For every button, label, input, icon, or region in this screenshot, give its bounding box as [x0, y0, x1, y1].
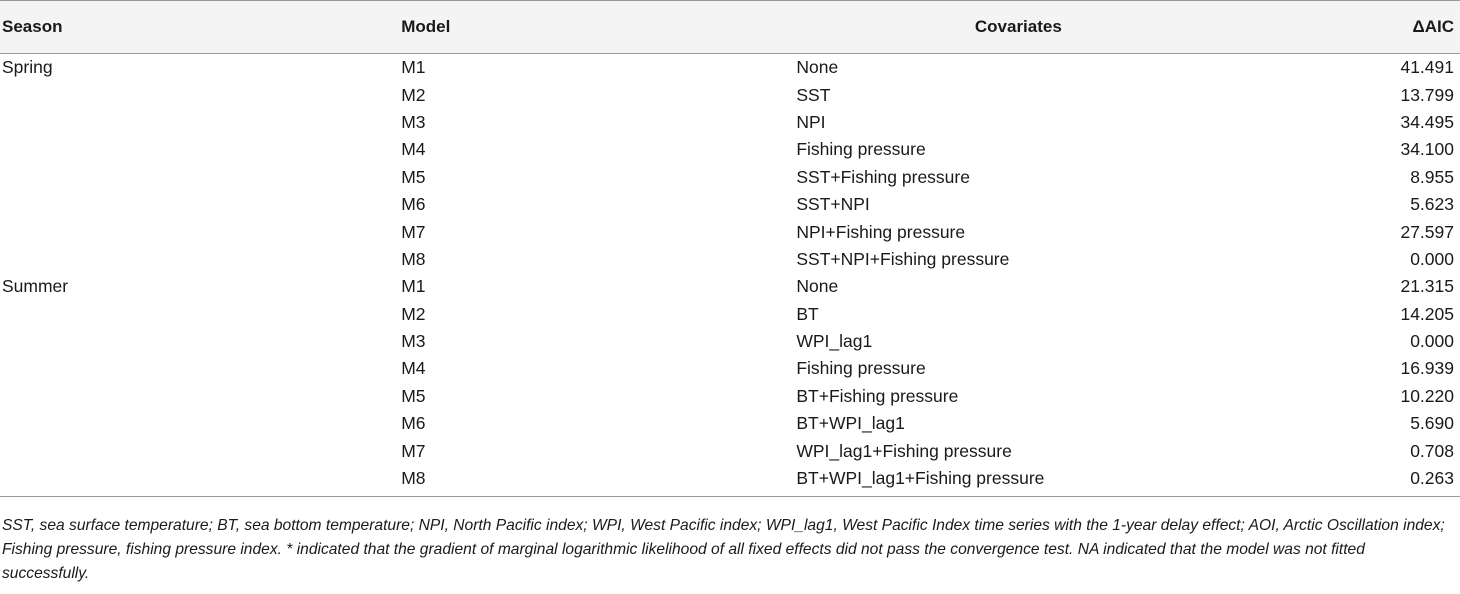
- table-row: [0, 136, 1460, 163]
- cell-model: M8: [401, 468, 426, 489]
- cell-season: [0, 109, 395, 136]
- header-covariates: Covariates: [974, 17, 1062, 36]
- cell-model: M6: [401, 413, 426, 434]
- cell-delta-aic: 0.000: [1410, 248, 1454, 269]
- cell-delta-aic: 13.799: [1400, 84, 1454, 105]
- cell-season: [0, 164, 395, 191]
- cell-season: [0, 465, 395, 497]
- cell-delta-aic: 41.491: [1400, 57, 1454, 78]
- cell-covariates: BT: [796, 303, 819, 324]
- table-row: [0, 328, 1460, 355]
- cell-covariates: WPI_lag1+Fishing pressure: [796, 440, 1012, 461]
- cell-season: [0, 301, 395, 328]
- table-body: [0, 54, 1460, 497]
- cell-covariates: SST+NPI: [796, 194, 870, 215]
- cell-season: [0, 383, 395, 410]
- cell-season: [0, 328, 395, 355]
- cell-covariates: BT+WPI_lag1+Fishing pressure: [796, 468, 1045, 489]
- cell-model: M5: [401, 166, 426, 187]
- table-row: [0, 54, 1460, 82]
- cell-delta-aic: 0.263: [1410, 468, 1454, 489]
- cell-season: Summer: [2, 276, 69, 297]
- cell-model: M3: [401, 331, 426, 352]
- header-model: Model: [401, 17, 451, 36]
- cell-delta-aic: 21.315: [1400, 276, 1454, 297]
- cell-covariates: BT+WPI_lag1: [796, 413, 905, 434]
- cell-model: M7: [401, 221, 426, 242]
- cell-delta-aic: 8.955: [1410, 166, 1454, 187]
- cell-delta-aic: 5.623: [1410, 194, 1454, 215]
- cell-season: [0, 437, 395, 464]
- table-row: [0, 465, 1460, 497]
- cell-covariates: Fishing pressure: [796, 358, 926, 379]
- cell-covariates: Fishing pressure: [796, 139, 926, 160]
- header-row: [0, 1, 1460, 54]
- cell-season: [0, 246, 395, 273]
- cell-delta-aic: 14.205: [1400, 303, 1454, 324]
- header-delta-aic: ΔAIC: [1412, 17, 1454, 36]
- cell-delta-aic: 34.495: [1400, 111, 1454, 132]
- header-season: Season: [2, 17, 63, 36]
- table-row: [0, 109, 1460, 136]
- table-row: [0, 191, 1460, 218]
- table-row: [0, 437, 1460, 464]
- table-row: [0, 355, 1460, 382]
- cell-model: M5: [401, 385, 426, 406]
- table-row: [0, 410, 1460, 437]
- table-row: [0, 301, 1460, 328]
- cell-covariates: None: [796, 276, 839, 297]
- cell-covariates: SST+NPI+Fishing pressure: [796, 248, 1010, 269]
- table-row: [0, 273, 1460, 300]
- table-row: [0, 164, 1460, 191]
- cell-model: M4: [401, 358, 426, 379]
- cell-model: M3: [401, 111, 426, 132]
- cell-delta-aic: 16.939: [1400, 358, 1454, 379]
- cell-season: [0, 136, 395, 163]
- cell-covariates: WPI_lag1: [796, 331, 873, 352]
- cell-delta-aic: 0.708: [1410, 440, 1454, 461]
- cell-model: M7: [401, 440, 426, 461]
- cell-delta-aic: 5.690: [1410, 413, 1454, 434]
- cell-covariates: SST: [796, 84, 831, 105]
- cell-season: [0, 410, 395, 437]
- cell-covariates: NPI: [796, 111, 826, 132]
- cell-model: M6: [401, 194, 426, 215]
- cell-model: M1: [401, 276, 426, 297]
- table-footnote: SST, sea surface temperature; BT, sea bottom temperature; NPI, North Pacific index; WPI, West Pacific index; WPI_lag1, West Pacific Index time series with the 1-year delay effect; AOI, Arctic Oscillation index; Fishing pressure, fishing pressure index. * indicated that the gradient of marginal logarithmic likelihood of all fixed effects did not pass the convergence test. NA indicated that the model was not fitted successfully.: [2, 517, 1445, 582]
- cell-covariates: SST+Fishing pressure: [796, 166, 970, 187]
- cell-delta-aic: 0.000: [1410, 331, 1454, 352]
- table-row: [0, 246, 1460, 273]
- cell-model: M2: [401, 84, 426, 105]
- cell-model: M4: [401, 139, 426, 160]
- cell-delta-aic: 27.597: [1400, 221, 1454, 242]
- cell-model: M1: [401, 57, 426, 78]
- table-row: [0, 81, 1460, 108]
- cell-season: [0, 218, 395, 245]
- cell-season: [0, 355, 395, 382]
- cell-season: [0, 81, 395, 108]
- cell-covariates: BT+Fishing pressure: [796, 385, 959, 406]
- cell-season: Spring: [2, 57, 53, 78]
- cell-model: M2: [401, 303, 426, 324]
- cell-delta-aic: 10.220: [1400, 385, 1454, 406]
- cell-model: M8: [401, 248, 426, 269]
- cell-covariates: None: [796, 57, 839, 78]
- cell-season: [0, 191, 395, 218]
- table-header: [0, 1, 1460, 54]
- cell-delta-aic: 34.100: [1400, 139, 1454, 160]
- table-row: [0, 218, 1460, 245]
- cell-covariates: NPI+Fishing pressure: [796, 221, 966, 242]
- table-row: [0, 383, 1460, 410]
